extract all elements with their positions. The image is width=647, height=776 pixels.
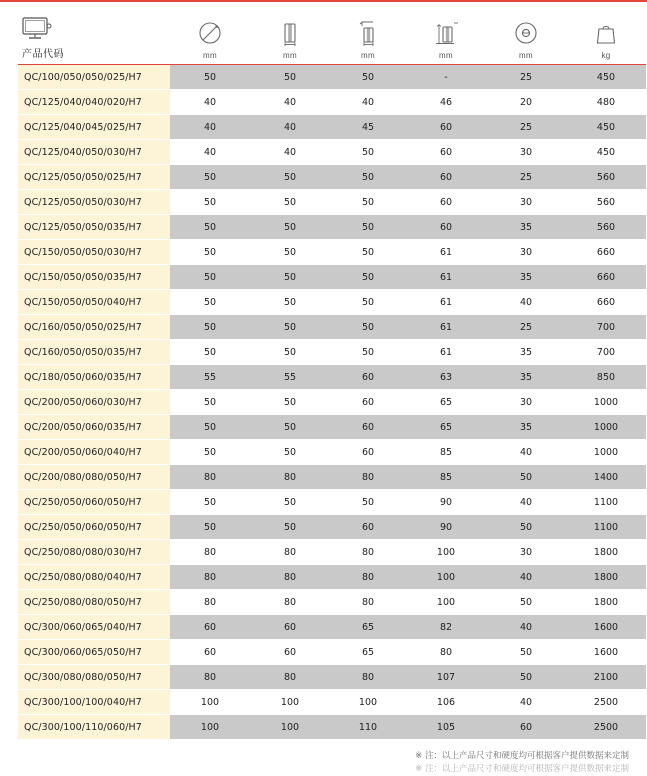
cell-value: 100 [406, 565, 486, 590]
cell-value: 63 [406, 365, 486, 390]
cell-value: 1000 [566, 390, 646, 415]
cell-product-code: QC/180/050/060/035/H7 [18, 365, 170, 390]
cell-value: 40 [170, 115, 250, 140]
cell-value: 50 [330, 490, 406, 515]
cell-value: 65 [330, 615, 406, 640]
table-row [18, 265, 646, 290]
cell-value: 46 [406, 90, 486, 115]
cell-value: 50 [330, 315, 406, 340]
cell-product-code: QC/250/080/080/050/H7 [18, 590, 170, 615]
cell-value: 660 [566, 265, 646, 290]
cell-value: 65 [406, 390, 486, 415]
cell-value: 50 [170, 265, 250, 290]
cell-value: 50 [170, 240, 250, 265]
cell-value: 35 [486, 340, 566, 365]
cell-value: 1000 [566, 415, 646, 440]
cell-value: 2100 [566, 665, 646, 690]
cell-value: 106 [406, 690, 486, 715]
cell-value: 80 [170, 665, 250, 690]
cell-value: 25 [486, 65, 566, 90]
cell-value: 850 [566, 365, 646, 390]
cell-value: 40 [486, 565, 566, 590]
cell-value: 50 [250, 415, 330, 440]
cell-value: 40 [170, 140, 250, 165]
cell-value: 50 [170, 290, 250, 315]
cell-product-code: QC/300/060/065/050/H7 [18, 640, 170, 665]
cell-value: 100 [406, 540, 486, 565]
cell-value: 30 [486, 540, 566, 565]
cell-value: 50 [250, 490, 330, 515]
table-row [18, 590, 646, 615]
header-cell-product-code [18, 2, 170, 65]
cell-value: 50 [330, 215, 406, 240]
cell-value: 110 [330, 715, 406, 740]
table-row [18, 415, 646, 440]
table-row [18, 315, 646, 340]
cell-value: 85 [406, 440, 486, 465]
cell-value: 50 [250, 190, 330, 215]
table-row [18, 440, 646, 465]
cell-value: 1800 [566, 565, 646, 590]
wheel-width-icon [276, 18, 304, 48]
header-cell-axle-height [406, 2, 486, 65]
table-header [18, 2, 646, 65]
cell-product-code: QC/125/040/045/025/H7 [18, 115, 170, 140]
cell-product-code: QC/160/050/050/025/H7 [18, 315, 170, 340]
cell-value: 50 [250, 440, 330, 465]
cell-value: 50 [486, 465, 566, 490]
cell-value: 50 [170, 315, 250, 340]
cell-value: 80 [330, 565, 406, 590]
table-row [18, 715, 646, 740]
table-row [18, 90, 646, 115]
cell-value: 80 [330, 465, 406, 490]
cell-value: 50 [486, 515, 566, 540]
cell-value: 25 [486, 165, 566, 190]
cell-value: 40 [250, 115, 330, 140]
cell-value: 1800 [566, 590, 646, 615]
header-unit-wheel-diameter: mm [203, 51, 217, 60]
cell-value: 700 [566, 340, 646, 365]
cell-value: 50 [250, 315, 330, 340]
cell-value: 80 [170, 465, 250, 490]
cell-value: 50 [250, 240, 330, 265]
cell-value: 90 [406, 515, 486, 540]
cell-product-code: QC/125/040/040/020/H7 [18, 90, 170, 115]
cell-value: 50 [330, 340, 406, 365]
footnote-line-2: ※ 注：以上产品尺寸和硬度均可根据客户提供数据来定制 [415, 763, 629, 774]
cell-value: 50 [486, 665, 566, 690]
table-row [18, 690, 646, 715]
table-body [18, 65, 646, 740]
cell-value: 1800 [566, 540, 646, 565]
cell-value: 50 [486, 640, 566, 665]
cell-value: 61 [406, 240, 486, 265]
cell-value: 40 [250, 90, 330, 115]
cell-value: 1100 [566, 490, 646, 515]
cell-value: 50 [250, 290, 330, 315]
cell-value: 80 [170, 540, 250, 565]
cell-value: 50 [170, 190, 250, 215]
cell-value: 25 [486, 315, 566, 340]
table-row [18, 490, 646, 515]
cell-value: 105 [406, 715, 486, 740]
cell-value: 35 [486, 215, 566, 240]
header-unit-wheel-tread: mm [361, 51, 375, 60]
product-spec-table [18, 2, 646, 740]
cell-value: 100 [170, 690, 250, 715]
cell-value: 50 [170, 165, 250, 190]
cell-value: 60 [330, 365, 406, 390]
table-row [18, 565, 646, 590]
table-row [18, 515, 646, 540]
cell-value: 61 [406, 315, 486, 340]
table-row [18, 115, 646, 140]
cell-value: 60 [406, 215, 486, 240]
cell-value: 450 [566, 65, 646, 90]
cell-value: 50 [250, 340, 330, 365]
cell-value: 30 [486, 390, 566, 415]
header-cell-wheel-diameter [170, 2, 250, 65]
cell-product-code: QC/150/050/050/040/H7 [18, 290, 170, 315]
cell-value: 61 [406, 290, 486, 315]
wheel-tread-icon [353, 18, 383, 48]
cell-value: 80 [250, 665, 330, 690]
cell-value: 50 [170, 215, 250, 240]
cell-product-code: QC/100/050/050/025/H7 [18, 65, 170, 90]
cell-value: 2500 [566, 715, 646, 740]
cell-value: 50 [250, 165, 330, 190]
cell-value: 50 [330, 140, 406, 165]
cell-value: 450 [566, 115, 646, 140]
cell-product-code: QC/200/050/060/040/H7 [18, 440, 170, 465]
cell-value: 50 [170, 515, 250, 540]
cell-product-code: QC/125/040/050/030/H7 [18, 140, 170, 165]
cell-value: 55 [170, 365, 250, 390]
table-row [18, 165, 646, 190]
cell-value: 40 [330, 90, 406, 115]
cell-value: 35 [486, 265, 566, 290]
cell-value: 40 [486, 690, 566, 715]
cell-value: 50 [486, 590, 566, 615]
cell-value: 80 [330, 590, 406, 615]
cell-product-code: QC/160/050/050/035/H7 [18, 340, 170, 365]
cell-value: 100 [250, 690, 330, 715]
cell-value: 60 [250, 640, 330, 665]
cell-value: 60 [250, 615, 330, 640]
cell-value: 60 [170, 615, 250, 640]
cell-value: 40 [170, 90, 250, 115]
cell-value: 80 [406, 640, 486, 665]
cell-value: 1000 [566, 440, 646, 465]
table-row [18, 665, 646, 690]
cell-value: 80 [170, 590, 250, 615]
cell-product-code: QC/250/080/080/040/H7 [18, 565, 170, 590]
cell-value: 40 [486, 615, 566, 640]
cell-value: 30 [486, 190, 566, 215]
cell-value: 60 [486, 715, 566, 740]
cell-value: 100 [406, 590, 486, 615]
cell-value: 35 [486, 415, 566, 440]
cell-value: 60 [406, 140, 486, 165]
cell-value: 1600 [566, 640, 646, 665]
cell-value: 80 [250, 465, 330, 490]
cell-product-code: QC/125/050/050/030/H7 [18, 190, 170, 215]
cell-value: 100 [250, 715, 330, 740]
cell-value: 107 [406, 665, 486, 690]
cell-product-code: QC/250/050/060/050/H7 [18, 490, 170, 515]
cell-value: 50 [250, 265, 330, 290]
cell-value: 50 [170, 490, 250, 515]
cell-value: 65 [406, 415, 486, 440]
cell-value: 50 [330, 265, 406, 290]
header-cell-wheel-tread [330, 2, 406, 65]
cell-value: 40 [250, 140, 330, 165]
wheel-diameter-icon [196, 18, 224, 48]
cell-value: 40 [486, 440, 566, 465]
footnote-line-1: ※ 注：以上产品尺寸和硬度均可根据客户提供数据来定制 [415, 751, 629, 761]
cell-product-code: QC/300/060/065/040/H7 [18, 615, 170, 640]
header-unit-bore-diameter: mm [519, 51, 533, 60]
cell-value: 1100 [566, 515, 646, 540]
header-cell-load-capacity [566, 2, 646, 65]
cell-value: 60 [406, 165, 486, 190]
table-row [18, 290, 646, 315]
cell-value: 80 [250, 590, 330, 615]
cell-value: 80 [330, 540, 406, 565]
cell-value: 65 [330, 640, 406, 665]
cell-value: 1600 [566, 615, 646, 640]
cell-value: 560 [566, 215, 646, 240]
cell-value: 50 [250, 65, 330, 90]
cell-product-code: QC/300/100/110/060/H7 [18, 715, 170, 740]
cell-value: 700 [566, 315, 646, 340]
cell-value: 660 [566, 240, 646, 265]
cell-value: 61 [406, 340, 486, 365]
cell-value: 50 [330, 190, 406, 215]
header-cell-bore-diameter [486, 2, 566, 65]
cell-product-code: QC/200/050/060/030/H7 [18, 390, 170, 415]
bore-diameter-icon [512, 18, 540, 48]
table-row [18, 240, 646, 265]
header-row [18, 2, 646, 65]
cell-value: 50 [170, 340, 250, 365]
cell-value: 60 [406, 115, 486, 140]
cell-value: 50 [330, 65, 406, 90]
cell-value: 60 [406, 190, 486, 215]
cell-product-code: QC/150/050/050/030/H7 [18, 240, 170, 265]
table-row [18, 215, 646, 240]
cell-value: 80 [250, 565, 330, 590]
cell-value: 50 [170, 65, 250, 90]
cell-value: 560 [566, 165, 646, 190]
cell-product-code: QC/200/050/060/035/H7 [18, 415, 170, 440]
cell-value: 80 [250, 540, 330, 565]
cell-value: 60 [330, 515, 406, 540]
cell-product-code: QC/200/080/080/050/H7 [18, 465, 170, 490]
cell-value: 660 [566, 290, 646, 315]
cell-value: 50 [170, 440, 250, 465]
cell-product-code: QC/125/050/050/035/H7 [18, 215, 170, 240]
table-row [18, 615, 646, 640]
cell-value: 61 [406, 265, 486, 290]
cell-value: 1400 [566, 465, 646, 490]
cell-value: 50 [250, 215, 330, 240]
axle-height-icon [430, 18, 462, 48]
header-unit-load-capacity: kg [601, 51, 611, 60]
cell-value: 25 [486, 115, 566, 140]
cell-value: 30 [486, 140, 566, 165]
cell-value: 45 [330, 115, 406, 140]
cell-value: 450 [566, 140, 646, 165]
table-row [18, 340, 646, 365]
table-row [18, 540, 646, 565]
cell-value: 80 [170, 565, 250, 590]
cell-value: 100 [330, 690, 406, 715]
cell-value: 60 [330, 415, 406, 440]
table-row [18, 390, 646, 415]
cell-value: 60 [330, 440, 406, 465]
cell-value: 50 [250, 515, 330, 540]
cell-value: 80 [330, 665, 406, 690]
cell-value: 50 [330, 290, 406, 315]
cell-value: 60 [170, 640, 250, 665]
cell-value: 50 [250, 390, 330, 415]
cell-value: 85 [406, 465, 486, 490]
cell-value: 82 [406, 615, 486, 640]
header-cell-wheel-width [250, 2, 330, 65]
cell-value: 50 [330, 165, 406, 190]
cell-value: 50 [170, 390, 250, 415]
load-capacity-icon [592, 18, 620, 48]
cell-value: 55 [250, 365, 330, 390]
cell-product-code: QC/250/050/060/050/H7 [18, 515, 170, 540]
cell-value: 20 [486, 90, 566, 115]
cell-value: 35 [486, 365, 566, 390]
cell-product-code: QC/125/050/050/025/H7 [18, 165, 170, 190]
cell-product-code: QC/150/050/050/035/H7 [18, 265, 170, 290]
cell-value: 40 [486, 290, 566, 315]
cell-value: 480 [566, 90, 646, 115]
cell-value: 2500 [566, 690, 646, 715]
header-unit-axle-height: mm [439, 51, 453, 60]
cell-product-code: QC/250/080/080/030/H7 [18, 540, 170, 565]
cell-product-code: QC/300/080/080/050/H7 [18, 665, 170, 690]
cell-value: 30 [486, 240, 566, 265]
cell-value: 100 [170, 715, 250, 740]
cell-value: 90 [406, 490, 486, 515]
table-row [18, 640, 646, 665]
cell-value: - [406, 65, 486, 90]
table-row [18, 140, 646, 165]
footnote-block [0, 750, 629, 776]
cell-value: 50 [330, 240, 406, 265]
table-row [18, 365, 646, 390]
cell-product-code: QC/300/100/100/040/H7 [18, 690, 170, 715]
table-row [18, 190, 646, 215]
table-row [18, 65, 646, 90]
cell-value: 40 [486, 490, 566, 515]
cell-value: 60 [330, 390, 406, 415]
cell-value: 50 [170, 415, 250, 440]
header-unit-wheel-width: mm [283, 51, 297, 60]
table-row [18, 465, 646, 490]
monitor-icon [22, 17, 52, 41]
cell-value: 560 [566, 190, 646, 215]
header-product-code-label: 产品代码 [22, 49, 64, 60]
